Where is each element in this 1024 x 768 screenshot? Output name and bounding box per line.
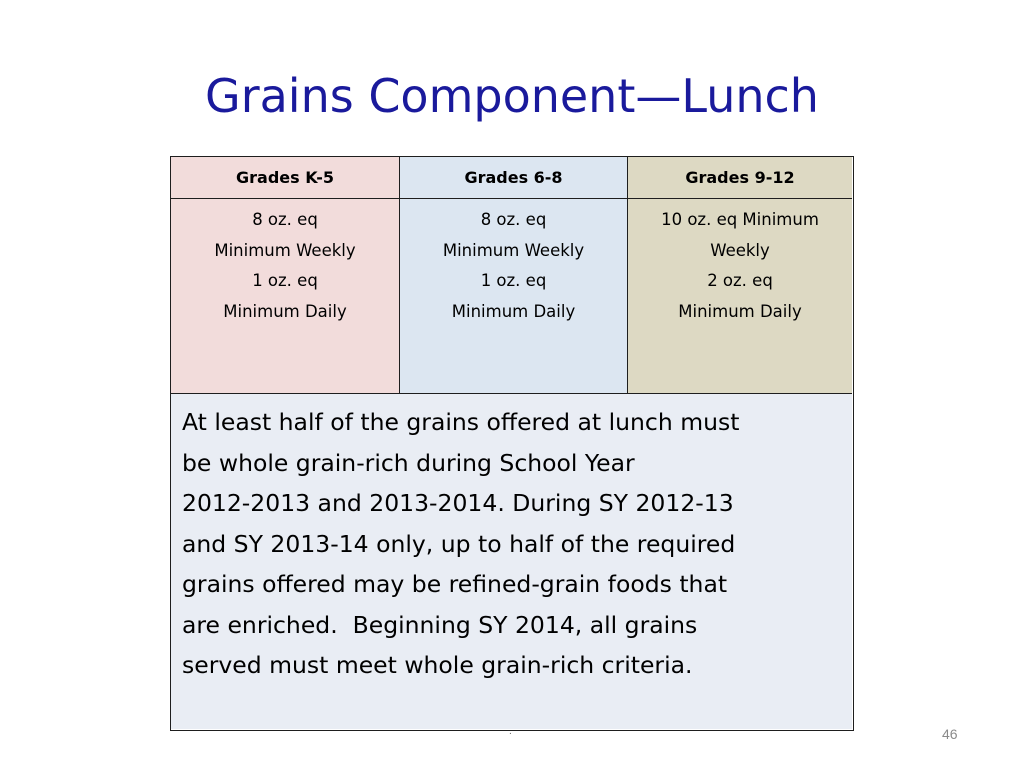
- header-grades-k5: Grades K-5: [171, 157, 399, 199]
- note-line: and SY 2013-14 only, up to half of the required: [182, 529, 736, 558]
- cell-line: Minimum Daily: [223, 301, 347, 321]
- note-line: served must meet whole grain-rich criteria.: [182, 651, 693, 679]
- cell-grades-k5: [171, 199, 399, 393]
- cell-grades-9-12: [627, 199, 852, 393]
- grains-table: [170, 156, 854, 731]
- cell-line: Minimum Daily: [678, 301, 802, 321]
- cell-line: 8 oz. eq: [252, 210, 318, 229]
- note-line: be whole grain-rich during School Year: [182, 448, 635, 477]
- cell-line: 1 oz. eq: [480, 271, 547, 290]
- note-line: 2012-2013 and 2013-2014. During SY 2012-13: [182, 489, 734, 517]
- slide-title: Grains Component—Lunch: [205, 69, 819, 123]
- cell-line: Minimum Weekly: [442, 240, 585, 260]
- note-line: At least half of the grains offered at lunch must: [182, 408, 740, 436]
- note-line: are enriched. Beginning SY 2014, all grains: [182, 610, 698, 639]
- footer-mark: .: [509, 726, 512, 737]
- header-grades-6-8: Grades 6-8: [399, 157, 627, 199]
- cell-line: Weekly: [710, 240, 770, 260]
- cell-line: Minimum Weekly: [214, 240, 356, 260]
- cell-line: Minimum Daily: [451, 301, 576, 321]
- page-number: 46: [942, 726, 958, 742]
- note-line: grains offered may be refined-grain foods that: [182, 570, 728, 598]
- header-grades-9-12: Grades 9-12: [627, 157, 852, 199]
- cell-line: 1 oz. eq: [252, 271, 318, 290]
- cell-line: 2 oz. eq: [707, 271, 773, 290]
- whole-grain-note: [171, 393, 852, 729]
- cell-line: 10 oz. eq Minimum: [661, 210, 819, 229]
- cell-grades-6-8: [399, 199, 627, 393]
- cell-line: 8 oz. eq: [480, 210, 547, 229]
